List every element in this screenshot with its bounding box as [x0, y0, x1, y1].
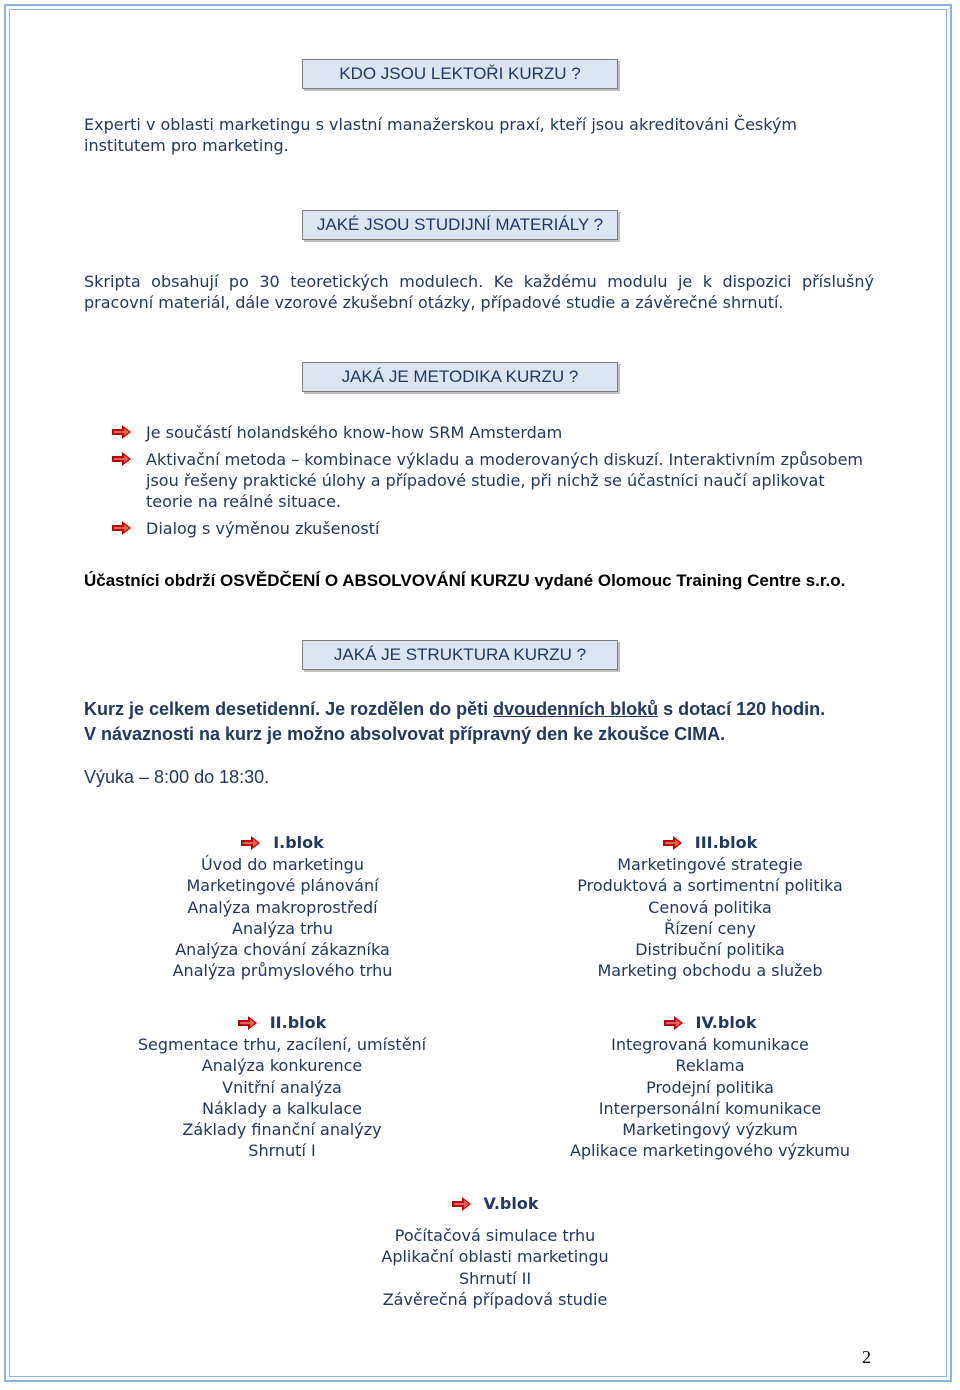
block-item: Vnitřní analýza — [222, 1077, 342, 1097]
red-arrow-icon — [112, 521, 132, 535]
red-arrow-icon — [112, 425, 132, 439]
red-arrow-icon — [241, 836, 261, 850]
block-title — [530, 832, 890, 854]
lecturers-heading-text: KDO JSOU LEKTOŘI KURZU ? — [339, 64, 581, 83]
block-item: Základy finanční analýzy — [182, 1120, 382, 1140]
materials-heading-text: JAKÉ JSOU STUDIJNÍ MATERIÁLY ? — [316, 215, 604, 234]
block-item: Analýza průmyslového trhu — [172, 961, 393, 981]
bullet-text: Dialog s výměnou zkušeností — [146, 519, 380, 538]
block-item: Náklady a kalkulace — [202, 1098, 362, 1118]
block-item: Marketingový výzkum — [622, 1120, 798, 1140]
block-item: Interpersonální komunikace — [598, 1098, 822, 1118]
red-arrow-icon — [112, 452, 132, 466]
block-item: Analýza makroprostředí — [187, 897, 378, 917]
block-item: Shrnutí I — [248, 1141, 316, 1161]
block-item: Aplikační oblasti marketingu — [381, 1247, 609, 1267]
course-block-2 — [112, 1012, 452, 1162]
block-item: Cenová politika — [648, 897, 772, 917]
block-item: Distribuční politika — [635, 940, 785, 960]
block-item: Úvod do marketingu — [201, 855, 364, 874]
bullet-text: Aktivační metoda – kombinace výkladu a moderovaných diskuzí. Interaktivním způsobem jsou řešeny praktické úlohy a případové studie, při nichž se účastníci naučí aplikovat teorie na reálné situace. — [146, 450, 864, 511]
block-title — [125, 832, 440, 854]
block-item: Počítačová simulace trhu — [394, 1226, 596, 1245]
structure-line-1-end: s dotací 120 hodin. — [658, 699, 826, 719]
block-item: Analýza chování zákazníka — [175, 940, 390, 960]
block-title — [112, 1012, 452, 1034]
block-item: Segmentace trhu, zacílení, umístění — [137, 1035, 427, 1054]
course-block-5 — [340, 1193, 650, 1310]
block-title-text: II.blok — [269, 1013, 327, 1033]
block-item: Závěrečná případová studie — [382, 1289, 608, 1309]
materials-body: Skripta obsahují po 30 teoretických modulech. Ke každému modulu je k dispozici příslušný pracovní materiál, dále vzorové zkušební otázky, případové studie a závěrečné shrnutí. — [84, 272, 874, 312]
teaching-hours: Výuka – 8:00 do 18:30. — [84, 767, 270, 787]
methodology-heading-text: JAKÁ JE METODIKA KURZU ? — [341, 367, 579, 386]
methodology-bullet — [112, 449, 872, 512]
methodology-heading — [302, 362, 618, 392]
block-item: Produktová a sortimentní politika — [577, 876, 843, 896]
structure-heading — [302, 640, 618, 670]
structure-line-1 — [84, 697, 825, 722]
block-item: Marketing obchodu a služeb — [597, 961, 823, 981]
methodology-bullet — [112, 422, 872, 443]
block-title — [530, 1012, 890, 1034]
bullet-text: Je součástí holandského know-how SRM Amsterdam — [146, 423, 563, 442]
page-number: 2 — [862, 1347, 871, 1367]
red-arrow-icon — [663, 836, 683, 850]
structure-line-2: V návaznosti na kurz je možno absolvovat přípravný den ke zkoušce CIMA. — [84, 724, 726, 744]
block-item: Integrovaná komunikace — [611, 1035, 809, 1054]
lecturers-heading — [302, 59, 618, 89]
block-item: Marketingové plánování — [186, 876, 379, 896]
block-item: Marketingové strategie — [617, 855, 803, 874]
red-arrow-icon — [452, 1197, 472, 1211]
block-title-text: I.blok — [273, 833, 324, 853]
red-arrow-icon — [664, 1016, 684, 1030]
block-title-text: V.blok — [483, 1194, 539, 1214]
course-block-3 — [530, 832, 890, 982]
block-item: Aplikace marketingového výzkumu — [569, 1141, 851, 1161]
structure-heading-text: JAKÁ JE STRUKTURA KURZU ? — [333, 645, 587, 664]
block-item: Analýza trhu — [232, 918, 333, 938]
block-item: Reklama — [675, 1056, 745, 1076]
structure-line-1-start: Kurz je celkem desetidenní. Je rozdělen do pěti — [84, 699, 494, 719]
lecturers-body: Experti v oblasti marketingu s vlastní manažerskou praxí, kteří jsou akreditováni Českým institutem pro marketing. — [84, 115, 797, 155]
materials-heading — [302, 210, 618, 240]
block-title-text: III.blok — [694, 833, 758, 853]
block-title-text: IV.blok — [695, 1013, 757, 1033]
block-item: Prodejní politika — [646, 1077, 774, 1097]
block-item: Shrnutí II — [458, 1268, 532, 1288]
block-item: Analýza konkurence — [201, 1056, 363, 1076]
course-block-4 — [530, 1012, 890, 1162]
block-item: Řízení ceny — [664, 918, 756, 938]
certificate-note: Účastníci obdrží OSVĚDČENÍ O ABSOLVOVÁNÍ KURZU vydané Olomouc Training Centre s.r.o. — [84, 571, 846, 590]
course-block-1 — [125, 832, 440, 982]
red-arrow-icon — [238, 1016, 258, 1030]
block-title — [340, 1193, 650, 1215]
structure-line-1-underlined: dvoudenních bloků — [493, 699, 659, 719]
methodology-bullet — [112, 518, 872, 539]
